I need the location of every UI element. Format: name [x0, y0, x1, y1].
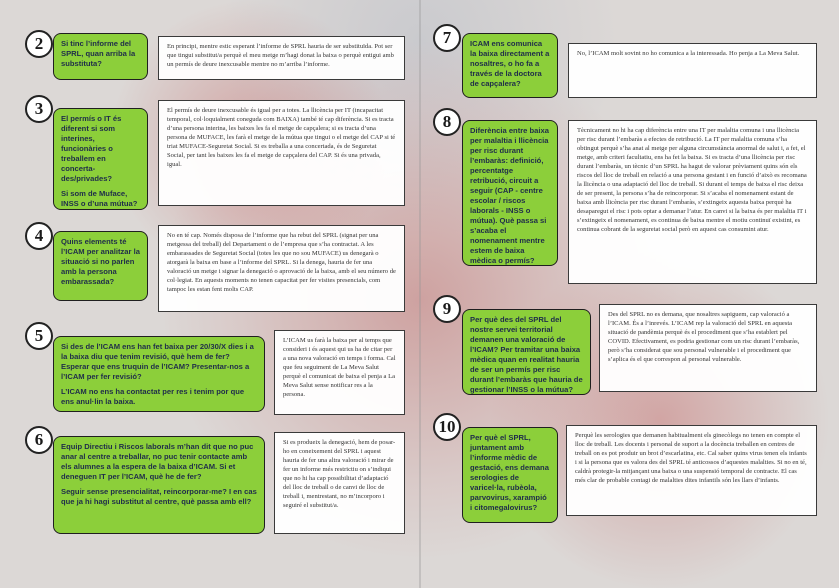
item-2-answer: En principi, mentre estic esperant l’informe de SPRL hauria de ser substituïda. Pot ser que tingui substitut/a perquè el meu metge m’hagi donat la baixa o perquè entigui amb un permís de deure inexcusable mentre no m’arriba l’informe.: [158, 36, 405, 80]
item-4-answer: No en té cap. Només disposa de l’informe que ha rebut del SPRL (signat per una metgessa del treball) del Departament o de l’empresa que s’ha contractat. A les embarassades de Seguretat Social (totes les que no sou MUFACE) us denegarà o atorgarà la baixa en base a l’informe del SPRL. Si la denega, hauria de fer una valoració un metge i signar la denegació o aprovació de la baixa, amb el seu número de col·legiat. En aquests moments no tenen capacitat per fer visites presencials, com tampoc les estan fent molts CAP.: [158, 225, 405, 312]
item-6-number: 6: [25, 426, 53, 454]
item-9-question: [462, 309, 591, 395]
item-5-number: 5: [25, 322, 53, 350]
question-line: El permís o IT és diferent si som interines, funcionàries o treballem en concerta-des/privades?: [61, 114, 122, 184]
item-9-answer: Des del SPRL no es demana, que nosaltres sapiguem, cap valoració a l’ICAM. És a l’inrevés. L’ICAM rep la valoració del SPRL en aquesta situació de pandèmia perquè és el procediment que s’ha establert pel COVID. Efectivament, es podria gestionar com un risc durant l’embaràs, però s’ha considerat que sou personal vulnerable i el procediment que s’aplica és el que correspon al personal vulnerable.: [599, 304, 817, 392]
question-line: Seguir sense presencialitat, reincorporar-me? I en cas que ja hi hagi substitut al centre, què passa amb ell?: [61, 487, 257, 507]
item-7-number: 7: [433, 24, 461, 52]
item-2-question: [53, 33, 148, 80]
question-line: Si tinc l’informe del SPRL, quan arriba la substituta?: [61, 39, 136, 69]
item-7-answer: No, l’ICAM molt sovint no ho comunica a la interessada. Ho penja a La Meva Salut.: [568, 43, 817, 98]
item-9-number: 9: [433, 295, 461, 323]
item-3-question: [53, 108, 148, 210]
item-4-question: [53, 231, 148, 301]
item-4-number: 4: [25, 222, 53, 250]
item-6-question: [53, 436, 265, 534]
question-line: Equip Directiu i Riscos laborals m’han dit que no puc anar al centre a treballar, no puc tenir contacte amb els alumnes a la espera de la baixa d’ICAM. Si et deneguen IT per l’ICAM, què he de fer?: [61, 442, 254, 482]
item-10-number: 10: [433, 413, 461, 441]
item-5-answer: L’ICAM us farà la baixa per al temps que consideri i és aquest qui us ha de citar per a una nova valoració en temps i forma. Cal que feu seguiment de La Meva Salut perquè el comunicat de baixa el penja a La Meva Salut sense notificar res a la persona.: [274, 330, 405, 415]
page-fold: [419, 0, 421, 588]
item-7-question: [462, 33, 558, 98]
item-8-question: [462, 120, 558, 266]
question-line: Quins elements té l’ICAM per analitzar la situació si no parlen amb la persona embarassada?: [61, 237, 140, 287]
question-line: L’ICAM no ens ha contactat per res i tenim por que ens anul·lin la baixa.: [61, 387, 245, 407]
item-5-question: [53, 336, 265, 412]
item-10-question: [462, 427, 558, 523]
item-6-answer: Si es produeix la denegació, hem de posar-ho en coneixement del SPRL i aquest hauria de fer una altra valoració i mirar de fer un informe més restrictiu on s’indiqui que no hi ha cap possibilitat d’adaptació del lloc de treball o de canvi de lloc de treball i, mentrestant, no m’incorporo i seguiré el substitut/a.: [274, 432, 405, 534]
question-line: Si som de Muface, INSS o d’una mútua?: [61, 189, 138, 209]
question-line: Diferència entre baixa per malaltia i llicència per risc durant l’embaràs: definició, percentatge retribució, circuit a seguir (CAP - centre escolar / riscos laborals - INSS o mútua). Què passa si s’acaba el nomenament mentre estem de baixa mèdica o permís?: [470, 126, 549, 266]
item-10-answer: Perquè les serologies que demanen habitualment els ginecòlegs no tenen en compte el lloc de treball. Les docents i personal de suport a la docència treballen en centres de treball on es pot produir un brot d’escarlatina, etc. Cal saber quins virus tenen els infants i si la persona que es valora des del SPRL té anticossos d’aquestes malalties. Si no en té, caldrà protegir-la mitjançant una baixa o una suspensió temporal de contracte. El cas més clar de probable contagi de malalties dites infantils són les llars d’infants.: [566, 425, 817, 516]
item-3-number: 3: [25, 95, 53, 123]
item-8-answer: Tècnicament no hi ha cap diferència entre una IT per malaltia comuna i una llicència per risc durant l’embaràs a efectes de retribució. La IT per malaltia comuna s’ha obtingut perquè s’ha anat al metge per alguna circumstància anormal de salut i, a fet, el metge, amb criteri facultatiu, ens ha fet la baixa. Si es tracta d’una llicència per risc durant l’embaràs, un tècnic d’un SPRL ha hagut de valorar prèviament quins són els riscos del lloc de treball en relació a una persona gestant i en funció d’això es recomana la llicència o una adaptació del lloc de treball. Si durant el temps de baixa el risc deixa de ser present, la persona s’ha de reincorporar. Si s’acaba el nomenament estant de baixa amb llicència per risc durant l’embaràs, s’extingeix aquesta baixa perquè ha desaparegut el risc i pots optar a demanar l’atur. En canvi si la baixa és per malaltia IT i s’extingeix el nomenament, es continua de baixa mentre el motiu continuï existint, es continua cobrant de la seguretat social però en aquest cas consumint atur.: [568, 120, 817, 284]
item-3-answer: El permís de deure inexcusable és igual per a totes. La llicència per IT (incapacitat temporal, col·loquialment conegudа com BAIXA) també té cap diferència. Si es tracta d’una persona interina, les baixes les fa el metge de capçalera; si es tracta d’una persona de MUFACE, les farà el metge de la mútua que tingui o el metge del CAP si té triat MUFACE-Seguretat Social. Si es treballa a una concertada, és de Seguretat Social, per tant les baixes les fa el metge de capçalera del CAP. Si és una privada, igual.: [158, 100, 405, 206]
question-line: Si des de l’ICAM ens han fet baixa per 20/30/X dies i a la baixa diu que tenim revisió, què hem de fer? Esperar que ens truquin de l’ICAM? Presentar-nos a l’ICAM per fer revisió?: [61, 342, 254, 382]
question-line: ICAM ens comunica la baixa directament a nosaltres, o ho fa a través de la doctora de capçalera?: [470, 39, 550, 89]
question-line: Per què el SPRL, juntament amb l’informe mèdic de gestació, ens demana serologies de varicel·la, rubèola, parvovirus, xarampió i citomegalovirus?: [470, 433, 549, 513]
item-2-number: 2: [25, 30, 53, 58]
item-8-number: 8: [433, 108, 461, 136]
question-line: Per què des del SPRL del nostre servei territorial demanen una valoració de l’ICAM? Per tramitar una baixa mèdica quan en realitat hauria de ser un permís per risc durant l’embaràs que hauria de gestionar l’INSS o la mútua?: [470, 315, 583, 395]
